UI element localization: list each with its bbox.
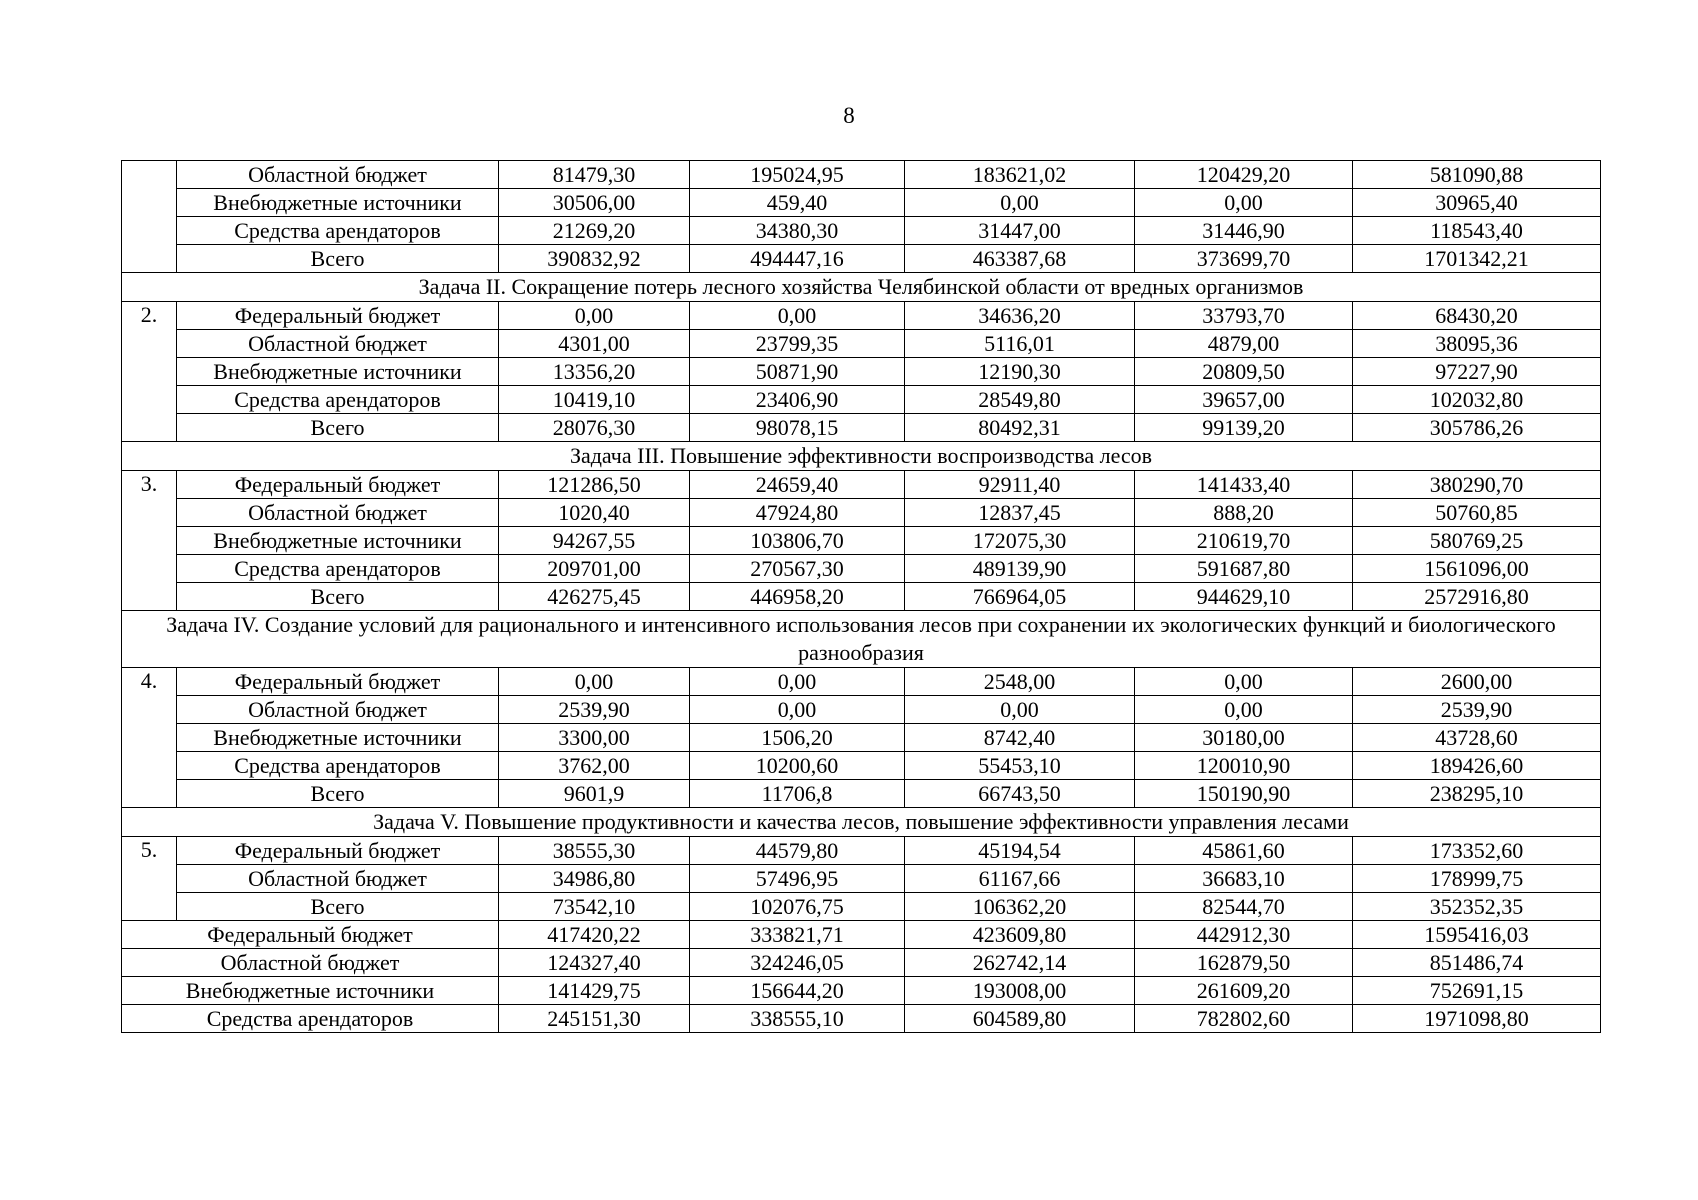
amount-cell: 39657,00 [1135,386,1353,414]
table-row [122,414,1601,442]
amount-cell: 352352,35 [1353,893,1601,921]
amount-cell: 442912,30 [1135,921,1353,949]
amount-cell: 209701,00 [499,555,690,583]
funding-source-cell: Всего [177,583,499,611]
amount-cell: 5116,01 [905,330,1135,358]
amount-cell: 43728,60 [1353,724,1601,752]
amount-cell: 38555,30 [499,837,690,865]
table-row [122,977,1601,1005]
row-number-cell: 4. [122,668,177,808]
task-heading: Задача V. Повышение продуктивности и качества лесов, повышение эффективности управления лесами [122,808,1601,837]
funding-source-cell: Внебюджетные источники [122,977,499,1005]
funding-source-cell: Всего [177,780,499,808]
amount-cell: 2572916,80 [1353,583,1601,611]
funding-source-cell: Федеральный бюджет [122,921,499,949]
funding-source-cell: Средства арендаторов [177,752,499,780]
table-row [122,583,1601,611]
row-number-cell: 3. [122,471,177,611]
amount-cell: 45861,60 [1135,837,1353,865]
amount-cell: 580769,25 [1353,527,1601,555]
amount-cell: 189426,60 [1353,752,1601,780]
amount-cell: 591687,80 [1135,555,1353,583]
table-row [122,302,1601,330]
funding-source-cell: Средства арендаторов [177,555,499,583]
funding-source-cell: Средства арендаторов [177,386,499,414]
amount-cell: 417420,22 [499,921,690,949]
table-row [122,752,1601,780]
funding-source-cell: Всего [177,893,499,921]
funding-source-cell: Федеральный бюджет [177,302,499,330]
table-row [122,921,1601,949]
amount-cell: 752691,15 [1353,977,1601,1005]
amount-cell: 11706,8 [690,780,905,808]
amount-cell: 195024,95 [690,161,905,189]
amount-cell: 103806,70 [690,527,905,555]
table-row [122,668,1601,696]
amount-cell: 210619,70 [1135,527,1353,555]
amount-cell: 20809,50 [1135,358,1353,386]
amount-cell: 489139,90 [905,555,1135,583]
amount-cell: 178999,75 [1353,865,1601,893]
amount-cell: 36683,10 [1135,865,1353,893]
amount-cell: 31447,00 [905,217,1135,245]
amount-cell: 82544,70 [1135,893,1353,921]
amount-cell: 118543,40 [1353,217,1601,245]
funding-source-cell: Внебюджетные источники [177,358,499,386]
amount-cell: 8742,40 [905,724,1135,752]
funding-source-cell: Федеральный бюджет [177,837,499,865]
amount-cell: 333821,71 [690,921,905,949]
amount-cell: 193008,00 [905,977,1135,1005]
amount-cell: 34986,80 [499,865,690,893]
amount-cell: 380290,70 [1353,471,1601,499]
amount-cell: 31446,90 [1135,217,1353,245]
amount-cell: 97227,90 [1353,358,1601,386]
table-row [122,837,1601,865]
amount-cell: 106362,20 [905,893,1135,921]
table-row [122,471,1601,499]
table-row [122,949,1601,977]
table-row [122,358,1601,386]
funding-source-cell: Областной бюджет [177,161,499,189]
amount-cell: 183621,02 [905,161,1135,189]
amount-cell: 4879,00 [1135,330,1353,358]
amount-cell: 0,00 [1135,668,1353,696]
funding-source-cell: Областной бюджет [177,330,499,358]
amount-cell: 150190,90 [1135,780,1353,808]
amount-cell: 30180,00 [1135,724,1353,752]
task-heading: Задача III. Повышение эффективности воспроизводства лесов [122,442,1601,471]
amount-cell: 0,00 [1135,189,1353,217]
amount-cell: 30506,00 [499,189,690,217]
table-row [122,527,1601,555]
amount-cell: 782802,60 [1135,1005,1353,1033]
amount-cell: 1020,40 [499,499,690,527]
amount-cell: 2539,90 [499,696,690,724]
task-heading-row [122,442,1601,471]
amount-cell: 305786,26 [1353,414,1601,442]
amount-cell: 1971098,80 [1353,1005,1601,1033]
amount-cell: 2548,00 [905,668,1135,696]
table-row [122,893,1601,921]
task-heading-row [122,273,1601,302]
table-row [122,330,1601,358]
amount-cell: 12190,30 [905,358,1135,386]
amount-cell: 141429,75 [499,977,690,1005]
funding-source-cell: Всего [177,245,499,273]
amount-cell: 34636,20 [905,302,1135,330]
amount-cell: 99139,20 [1135,414,1353,442]
amount-cell: 238295,10 [1353,780,1601,808]
table-row [122,386,1601,414]
row-number-cell [122,161,177,273]
amount-cell: 94267,55 [499,527,690,555]
amount-cell: 73542,10 [499,893,690,921]
budget-table [121,160,1601,1033]
amount-cell: 10200,60 [690,752,905,780]
amount-cell: 33793,70 [1135,302,1353,330]
amount-cell: 888,20 [1135,499,1353,527]
funding-source-cell: Внебюджетные источники [177,527,499,555]
amount-cell: 61167,66 [905,865,1135,893]
funding-source-cell: Областной бюджет [177,865,499,893]
amount-cell: 44579,80 [690,837,905,865]
amount-cell: 173352,60 [1353,837,1601,865]
table-row [122,161,1601,189]
amount-cell: 81479,30 [499,161,690,189]
task-heading-row [122,808,1601,837]
amount-cell: 10419,10 [499,386,690,414]
amount-cell: 50871,90 [690,358,905,386]
funding-source-cell: Областной бюджет [177,499,499,527]
funding-source-cell: Федеральный бюджет [177,668,499,696]
amount-cell: 324246,05 [690,949,905,977]
amount-cell: 459,40 [690,189,905,217]
amount-cell: 57496,95 [690,865,905,893]
funding-source-cell: Внебюджетные источники [177,189,499,217]
amount-cell: 172075,30 [905,527,1135,555]
amount-cell: 581090,88 [1353,161,1601,189]
amount-cell: 47924,80 [690,499,905,527]
task-heading: Задача II. Сокращение потерь лесного хозяйства Челябинской области от вредных организмов [122,273,1601,302]
amount-cell: 494447,16 [690,245,905,273]
amount-cell: 13356,20 [499,358,690,386]
amount-cell: 120429,20 [1135,161,1353,189]
table-row [122,780,1601,808]
amount-cell: 3300,00 [499,724,690,752]
table-row [122,217,1601,245]
amount-cell: 3762,00 [499,752,690,780]
amount-cell: 0,00 [1135,696,1353,724]
amount-cell: 28076,30 [499,414,690,442]
amount-cell: 45194,54 [905,837,1135,865]
amount-cell: 0,00 [499,668,690,696]
amount-cell: 66743,50 [905,780,1135,808]
row-number-cell: 2. [122,302,177,442]
amount-cell: 24659,40 [690,471,905,499]
amount-cell: 124327,40 [499,949,690,977]
amount-cell: 98078,15 [690,414,905,442]
amount-cell: 1561096,00 [1353,555,1601,583]
amount-cell: 120010,90 [1135,752,1353,780]
amount-cell: 28549,80 [905,386,1135,414]
task-heading: Задача IV. Создание условий для рационального и интенсивного использования лесов при сохранении их экологических функций и биологического разнообразия [122,611,1601,668]
funding-source-cell: Федеральный бюджет [177,471,499,499]
amount-cell: 604589,80 [905,1005,1135,1033]
amount-cell: 0,00 [499,302,690,330]
amount-cell: 2600,00 [1353,668,1601,696]
amount-cell: 245151,30 [499,1005,690,1033]
amount-cell: 68430,20 [1353,302,1601,330]
funding-source-cell: Областной бюджет [122,949,499,977]
amount-cell: 0,00 [690,302,905,330]
table-row [122,499,1601,527]
amount-cell: 944629,10 [1135,583,1353,611]
amount-cell: 92911,40 [905,471,1135,499]
amount-cell: 0,00 [690,668,905,696]
funding-source-cell: Областной бюджет [177,696,499,724]
table-row [122,1005,1601,1033]
amount-cell: 1595416,03 [1353,921,1601,949]
amount-cell: 156644,20 [690,977,905,1005]
amount-cell: 0,00 [905,189,1135,217]
amount-cell: 80492,31 [905,414,1135,442]
page-number: 8 [843,103,855,128]
amount-cell: 50760,85 [1353,499,1601,527]
amount-cell: 141433,40 [1135,471,1353,499]
amount-cell: 1506,20 [690,724,905,752]
amount-cell: 261609,20 [1135,977,1353,1005]
task-heading-row [122,611,1601,668]
amount-cell: 463387,68 [905,245,1135,273]
amount-cell: 34380,30 [690,217,905,245]
amount-cell: 12837,45 [905,499,1135,527]
amount-cell: 38095,36 [1353,330,1601,358]
amount-cell: 102076,75 [690,893,905,921]
amount-cell: 0,00 [690,696,905,724]
table-row [122,555,1601,583]
table-row [122,865,1601,893]
table-row [122,724,1601,752]
amount-cell: 390832,92 [499,245,690,273]
table-row [122,245,1601,273]
table-row [122,189,1601,217]
amount-cell: 446958,20 [690,583,905,611]
amount-cell: 21269,20 [499,217,690,245]
amount-cell: 262742,14 [905,949,1135,977]
amount-cell: 338555,10 [690,1005,905,1033]
amount-cell: 270567,30 [690,555,905,583]
amount-cell: 423609,80 [905,921,1135,949]
amount-cell: 426275,45 [499,583,690,611]
amount-cell: 4301,00 [499,330,690,358]
funding-source-cell: Всего [177,414,499,442]
amount-cell: 102032,80 [1353,386,1601,414]
table-body [122,161,1601,1033]
row-number-cell: 5. [122,837,177,921]
amount-cell: 55453,10 [905,752,1135,780]
amount-cell: 121286,50 [499,471,690,499]
amount-cell: 9601,9 [499,780,690,808]
amount-cell: 162879,50 [1135,949,1353,977]
amount-cell: 23406,90 [690,386,905,414]
table-row [122,696,1601,724]
funding-source-cell: Средства арендаторов [177,217,499,245]
amount-cell: 851486,74 [1353,949,1601,977]
amount-cell: 766964,05 [905,583,1135,611]
funding-source-cell: Внебюджетные источники [177,724,499,752]
amount-cell: 1701342,21 [1353,245,1601,273]
amount-cell: 373699,70 [1135,245,1353,273]
amount-cell: 23799,35 [690,330,905,358]
funding-source-cell: Средства арендаторов [122,1005,499,1033]
amount-cell: 2539,90 [1353,696,1601,724]
amount-cell: 30965,40 [1353,189,1601,217]
amount-cell: 0,00 [905,696,1135,724]
